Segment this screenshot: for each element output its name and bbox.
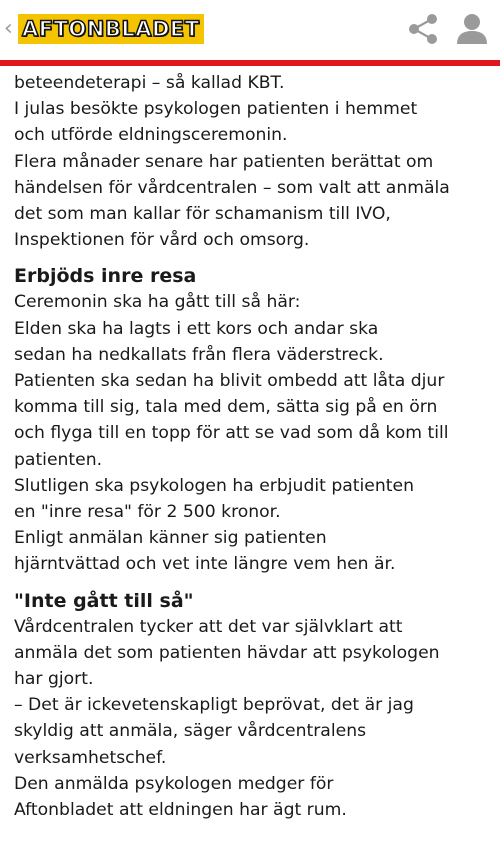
aftonbladet-logo[interactable] bbox=[18, 14, 204, 44]
back-chevron-icon[interactable]: ‹ bbox=[4, 16, 13, 41]
top-bar bbox=[0, 0, 500, 60]
article-body bbox=[14, 70, 492, 823]
logo-text: AFTONBLADET bbox=[22, 17, 200, 41]
paragraph: I julas besökte psykologen patienten i hemmet och utförde eldningsceremonin. bbox=[14, 99, 418, 146]
user-icon[interactable] bbox=[455, 12, 489, 46]
paragraph: Ceremonin ska ha gått till så här: bbox=[14, 292, 301, 313]
accent-divider bbox=[0, 60, 500, 66]
paragraph: beteendeterapi – så kallad KBT. bbox=[14, 73, 285, 93]
share-icon[interactable] bbox=[406, 12, 440, 46]
paragraph: – Det är ickevetenskapligt beprövat, det är jag skyldig att anmäla, säger vårdcentralens verksamhetschef. bbox=[14, 695, 414, 768]
paragraph: Den anmälda psykologen medger för Aftonbladet att eldningen har ägt rum. bbox=[14, 773, 347, 821]
paragraph: Slutligen ska psykologen ha erbjudit patienten en "inre resa" för 2 500 kronor. bbox=[14, 475, 414, 523]
paragraph: Elden ska ha lagts i ett kors och andar ska sedan ha nedkallats från flera väderstreck. Patienten ska sedan ha blivit ombedd att låta djur komma till sig, tala med dem, sätta sig på en örn och flyga till en topp för att se vad som då kom till patienten. bbox=[14, 318, 449, 470]
subheading: "Inte gått till så" bbox=[14, 589, 194, 612]
paragraph: Flera månader senare har patienten berättat om händelsen för vårdcentralen – som valt att anmäla det som man kallar för schamanism till IVO, Inspektionen för vård och omsorg. bbox=[14, 151, 450, 251]
paragraph: Vårdcentralen tycker att det var självklart att anmäla det som patienten hävdar att psykologen har gjort. bbox=[14, 616, 440, 690]
subheading: Erbjöds inre resa bbox=[14, 265, 197, 288]
paragraph: Enligt anmälan känner sig patienten hjärntvättad och vet inte längre vem hen är. bbox=[14, 528, 396, 575]
